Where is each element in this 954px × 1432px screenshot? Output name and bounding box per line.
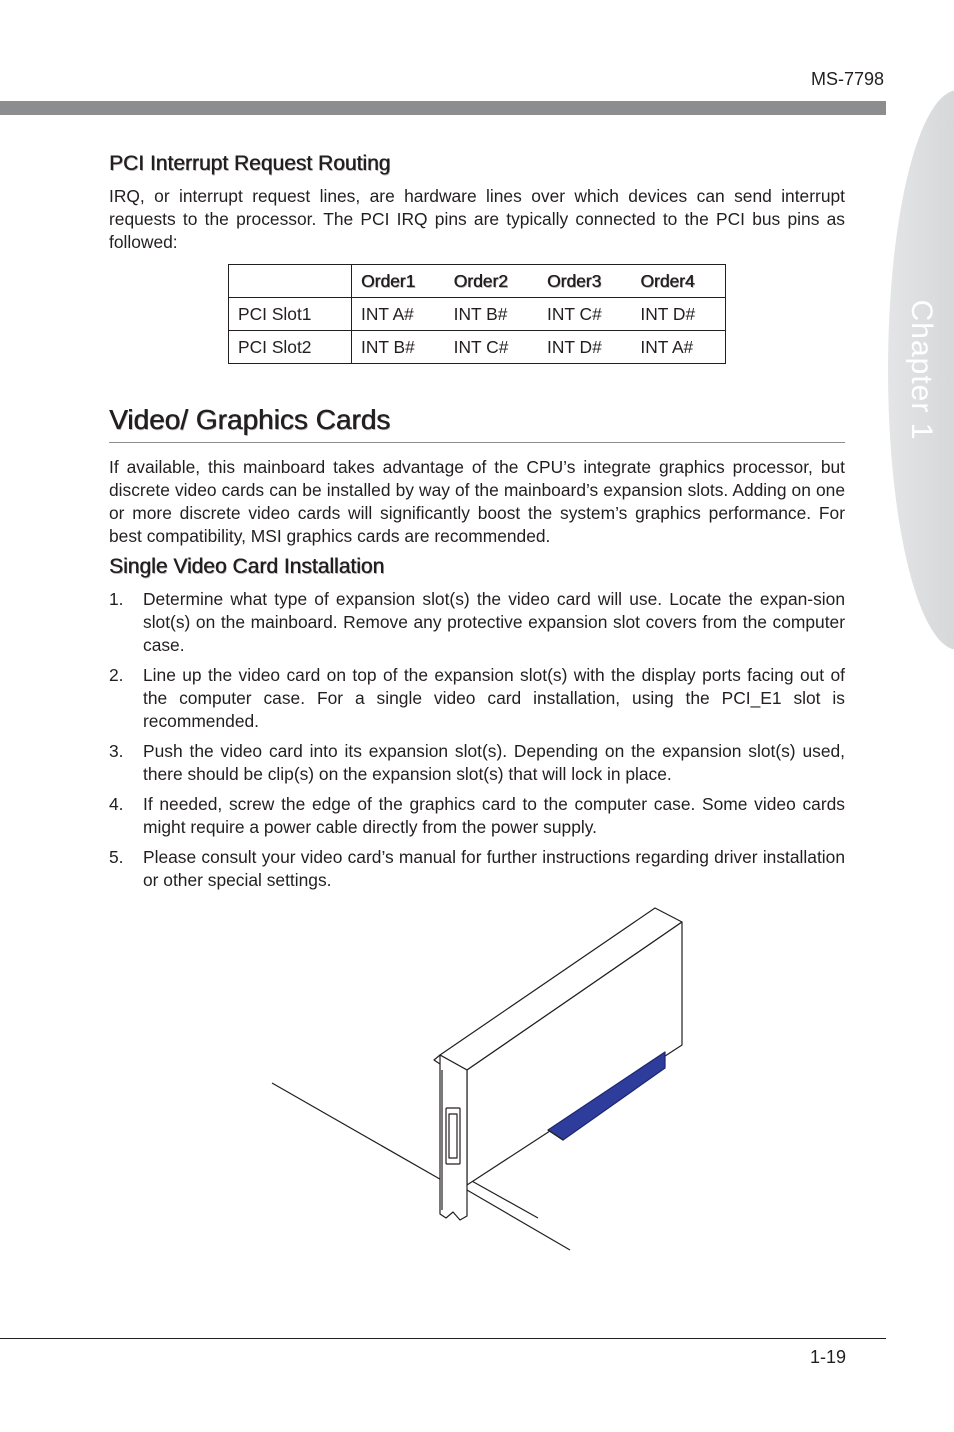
table-header-cell: Order4 bbox=[640, 270, 695, 291]
list-item bbox=[109, 793, 845, 839]
footer-rule bbox=[0, 1338, 886, 1339]
section-title-video-cards: Video/ Graphics Cards bbox=[109, 404, 391, 435]
table-header-cell bbox=[229, 265, 352, 298]
section-title-pci-irq: PCI Interrupt Request Routing bbox=[109, 152, 391, 175]
list-item bbox=[109, 588, 845, 657]
table-row bbox=[229, 331, 726, 364]
table-header-cell: Order1 bbox=[361, 270, 416, 291]
subsection-title-single-install: Single Video Card Installation bbox=[109, 555, 385, 578]
table-cell: INT B# bbox=[445, 298, 538, 331]
table-cell: PCI Slot1 bbox=[229, 298, 352, 331]
list-item bbox=[109, 846, 845, 892]
video-card-installation-illustration bbox=[260, 900, 700, 1260]
step-number: 5. bbox=[109, 847, 124, 867]
table-cell: INT D# bbox=[631, 298, 725, 331]
mainboard-edge-line bbox=[272, 1083, 445, 1182]
header-bar bbox=[0, 101, 886, 115]
model-number: MS-7798 bbox=[810, 69, 884, 89]
table-cell: INT D# bbox=[538, 331, 631, 364]
table-header-cell: Order2 bbox=[453, 270, 508, 291]
step-text: Please consult your video card’s manual for further instructions regarding driver installation or other special settings. bbox=[143, 847, 845, 890]
page-number: 1-19 bbox=[809, 1347, 846, 1367]
mainboard-edge-line bbox=[467, 1190, 570, 1250]
section-divider bbox=[109, 442, 845, 443]
list-item bbox=[109, 740, 845, 786]
bracket-tab bbox=[434, 1055, 440, 1064]
installation-steps bbox=[109, 588, 845, 899]
step-text: If needed, screw the edge of the graphics card to the computer case. Some video cards might require a power cable directly from the power supply. bbox=[143, 794, 845, 837]
mainboard-edge-line bbox=[470, 1180, 538, 1218]
chapter-tab-label: Chapter 1 bbox=[905, 299, 938, 441]
table-cell: INT A# bbox=[631, 331, 725, 364]
step-text: Determine what type of expansion slot(s) the video card will use. Locate the expan-sion slot(s) on the mainboard. Remove any protective expansion slot covers from the computer case. bbox=[143, 589, 845, 655]
display-port-inner bbox=[449, 1114, 457, 1158]
table-cell: PCI Slot2 bbox=[229, 331, 352, 364]
step-text: Line up the video card on top of the expansion slot(s) with the display ports facing out of the computer case. For a single video card installation, using the PCI_E1 slot is recommended. bbox=[143, 665, 845, 731]
list-item bbox=[109, 664, 845, 733]
table-cell: INT C# bbox=[445, 331, 538, 364]
step-number: 4. bbox=[109, 794, 124, 814]
irq-routing-table bbox=[228, 264, 726, 364]
table-row bbox=[229, 298, 726, 331]
step-number: 2. bbox=[109, 665, 124, 685]
table-cell: INT C# bbox=[538, 298, 631, 331]
step-text: Push the video card into its expansion slot(s). Depending on the expansion slot(s) used, there should be clip(s) on the expansion slot(s) that will lock in place. bbox=[143, 741, 845, 784]
step-number: 1. bbox=[109, 589, 124, 609]
step-number: 3. bbox=[109, 741, 124, 761]
table-header-cell: Order3 bbox=[547, 270, 602, 291]
table-cell: INT A# bbox=[352, 298, 445, 331]
pci-irq-intro: IRQ, or interrupt request lines, are hardware lines over which devices can send interrupt requests to the processor. The PCI IRQ pins are typically connected to the PCI bus pins as followed: bbox=[109, 186, 845, 252]
table-cell: INT B# bbox=[352, 331, 445, 364]
table-header-row bbox=[229, 265, 726, 298]
video-card-pcb bbox=[467, 922, 682, 1185]
video-cards-intro: If available, this mainboard takes advantage of the CPU’s integrate graphics processor, but discrete video cards can be installed by way of the mainboard’s expansion slots. Adding on one or more discrete video cards will significantly boost the system’s graphics performance. For best compatibility, MSI graphics cards are recommended. bbox=[109, 457, 845, 546]
